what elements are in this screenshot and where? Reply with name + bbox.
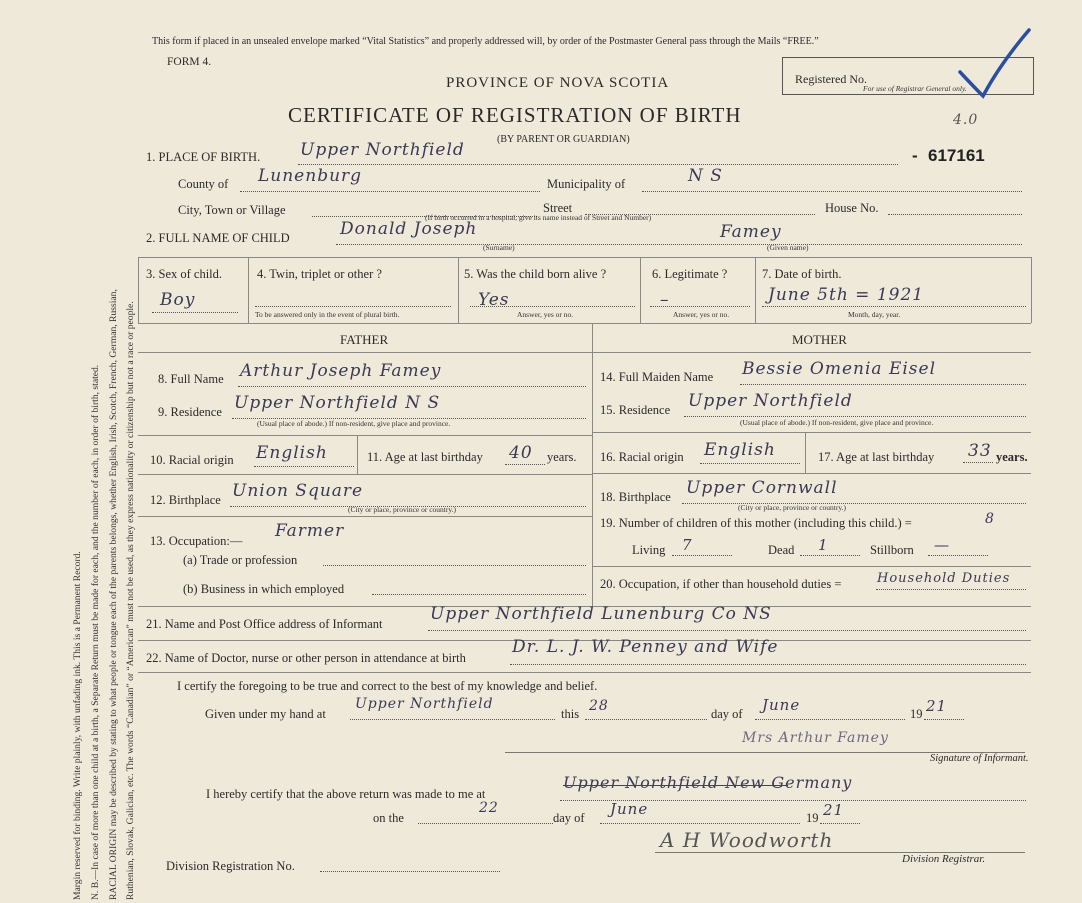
father-years: years.: [547, 450, 577, 464]
certificate-number-prefix: -: [912, 146, 918, 165]
mother-birthplace-note: (City or place, province or country.): [738, 503, 847, 512]
alive-value: Yes: [478, 290, 510, 310]
given-day-of-label: day of: [711, 707, 743, 721]
municipality-value: N S: [688, 166, 723, 186]
alive-note: Answer, yes or no.: [517, 310, 574, 319]
form-number: FORM 4.: [167, 56, 212, 68]
mother-name-label: 14. Full Maiden Name: [600, 370, 714, 384]
given-name-label: (Given name): [767, 243, 809, 252]
alive-label: 5. Was the child born alive ?: [464, 267, 607, 281]
place-of-birth-label: 1. PLACE OF BIRTH.: [146, 150, 261, 164]
parents-divider: [592, 324, 593, 606]
sex-value: Boy: [160, 290, 196, 310]
father-age: 40: [509, 443, 533, 463]
legitimate-note: Answer, yes or no.: [673, 310, 730, 319]
county-label: County of: [178, 177, 229, 191]
registrar-day: 22: [479, 800, 499, 816]
certificate-number: 617161: [928, 146, 985, 165]
this-label: this: [561, 707, 580, 721]
twin-label: 4. Twin, triplet or other ?: [257, 267, 382, 281]
stillborn-count: —: [934, 536, 950, 554]
registrar-place: Upper Northfield New Germany: [563, 773, 853, 792]
place-of-birth-value: Upper Northfield: [300, 140, 465, 160]
father-residence-note: (Usual place of abode.) If non-resident, give place and province.: [257, 419, 451, 428]
child-name-line: [336, 244, 1022, 245]
registrar-certify-text: I hereby certify that the above return was made to me at: [206, 787, 486, 801]
side-note-3: RACIAL ORIGIN may be described by stating to what people or tongue each of the parents belongs, whether English, Irish, Scotch, French, German, Russian,: [108, 289, 119, 900]
registrar-signature-label: Division Registrar.: [902, 853, 986, 865]
mother-residence-note: (Usual place of abode.) If non-resident, give place and province.: [740, 418, 934, 427]
side-notes: [2, 40, 142, 900]
mother-occupation: Household Duties: [877, 571, 1011, 586]
municipality-line: [642, 191, 1022, 192]
father-heading: FATHER: [340, 332, 389, 347]
mother-name: Bessie Omenia Eisel: [742, 359, 937, 379]
street-label: Street: [543, 201, 573, 215]
father-race: English: [256, 443, 328, 463]
child-name-label: 2. FULL NAME OF CHILD: [146, 231, 290, 245]
mother-years: years.: [996, 450, 1028, 464]
mother-age: 33: [968, 441, 992, 461]
on-the-label: on the: [373, 811, 404, 825]
side-note-4: Ruthenian, Slovak, Galician, etc. The words “Canadian” or “American” must not be used, as they express nationality or citizenship but not a race or people.: [125, 301, 136, 900]
father-residence-label: 9. Residence: [158, 405, 222, 419]
mother-residence: Upper Northfield: [688, 391, 853, 411]
given-under-label: Given under my hand at: [205, 707, 326, 721]
dead-label: Dead: [768, 543, 795, 557]
business-label: (b) Business in which employed: [183, 582, 345, 596]
informant-value: Upper Northfield Lunenburg Co NS: [430, 604, 772, 624]
boxes-top-rule: [138, 257, 1031, 258]
legitimate-value: –: [660, 290, 670, 310]
certificate-subtitle: (BY PARENT OR GUARDIAN): [497, 134, 630, 145]
stamp-mark: 4.0: [953, 112, 979, 128]
father-birthplace-note: (City or place, province or country.): [348, 505, 457, 514]
registrar-place-strikeout: [563, 785, 788, 786]
dead-count: 1: [818, 536, 829, 554]
children-count-label: 19. Number of children of this mother (including this child.) =: [600, 516, 912, 530]
registrar-year-prefix: 19: [806, 811, 819, 825]
checkmark-icon: [955, 24, 1035, 104]
county-value: Lunenburg: [258, 166, 363, 186]
father-residence: Upper Northfield N S: [234, 393, 441, 413]
place-line: [298, 164, 898, 165]
house-line: [888, 214, 1022, 215]
registrar-signature: A H Woodworth: [660, 828, 834, 852]
trade-label: (a) Trade or profession: [183, 553, 298, 567]
informant-signature: Mrs Arthur Famey: [742, 730, 889, 746]
mother-race: English: [704, 440, 776, 460]
sex-label: 3. Sex of child.: [146, 267, 223, 281]
mother-birthplace: Upper Cornwall: [686, 478, 838, 498]
father-age-label: 11. Age at last birthday: [367, 450, 483, 464]
birth-date-value: June 5th = 1921: [768, 285, 925, 305]
living-label: Living: [632, 543, 666, 557]
given-day: 28: [589, 698, 609, 714]
mail-notice: This form if placed in an unsealed envelope marked “Vital Statistics” and properly addressed will, by order of the Postmaster General pass through the Mails “FREE.”: [152, 36, 819, 47]
boxes-bottom-rule: [138, 323, 1031, 324]
certificate-title: CERTIFICATE OF REGISTRATION OF BIRTH: [288, 103, 742, 127]
mother-birthplace-label: 18. Birthplace: [600, 490, 671, 504]
stillborn-label: Stillborn: [870, 543, 914, 557]
certify-text: I certify the foregoing to be true and correct to the best of my knowledge and belief.: [177, 679, 598, 693]
given-year-prefix: 19: [910, 707, 923, 721]
father-name-label: 8. Full Name: [158, 372, 224, 386]
side-note-2: N. B.—In case of more than one child at a birth, a Separate Return must be made for each, and the number of each, in order of birth, stated.: [90, 364, 101, 900]
doctor-value: Dr. L. J. W. Penney and Wife: [512, 637, 779, 657]
child-surname: Famey: [720, 222, 782, 242]
father-name: Arthur Joseph Famey: [240, 361, 442, 381]
registrar-month: June: [610, 800, 649, 818]
registrar-year: 21: [823, 801, 845, 819]
given-year: 21: [926, 697, 948, 715]
birth-date-label: 7. Date of birth.: [762, 267, 842, 281]
city-label: City, Town or Village: [178, 203, 286, 217]
father-occupation: Farmer: [275, 521, 345, 541]
municipality-label: Municipality of: [547, 177, 626, 191]
registrar-day-of-label: day of: [553, 811, 585, 825]
living-count: 7: [682, 536, 693, 554]
father-occupation-label: 13. Occupation:—: [150, 534, 243, 548]
father-birthplace: Union Square: [232, 481, 364, 501]
birth-date-note: Month, day, year.: [848, 310, 901, 319]
province-title: PROVINCE OF NOVA SCOTIA: [446, 75, 670, 91]
county-line: [240, 191, 540, 192]
mother-occupation-label: 20. Occupation, if other than household duties =: [600, 577, 842, 591]
hospital-note: (If birth occurred in a hospital, give its name instead of Street and Number): [425, 213, 652, 222]
mother-heading: MOTHER: [792, 332, 847, 347]
twin-note: To be answered only in the event of plural birth.: [255, 310, 400, 319]
child-given-name: Donald Joseph: [340, 219, 478, 239]
father-race-label: 10. Racial origin: [150, 453, 234, 467]
doctor-label: 22. Name of Doctor, nurse or other person in attendance at birth: [146, 651, 466, 665]
house-label: House No.: [825, 201, 879, 215]
informant-signature-label: Signature of Informant.: [930, 753, 1029, 764]
registered-label: Registered No.: [795, 72, 867, 86]
mother-race-label: 16. Racial origin: [600, 450, 684, 464]
father-birthplace-label: 12. Birthplace: [150, 493, 221, 507]
children-count: 8: [985, 511, 995, 527]
given-month: June: [762, 696, 801, 714]
mother-age-label: 17. Age at last birthday: [818, 450, 935, 464]
side-note-1: Margin reserved for binding. Write plainly, with unfading ink. This is a Permanent Record.: [72, 551, 83, 900]
surname-label: (Surname): [483, 243, 515, 252]
informant-label: 21. Name and Post Office address of Informant: [146, 617, 383, 631]
division-registration-label: Division Registration No.: [166, 859, 295, 873]
given-place: Upper Northfield: [355, 696, 494, 712]
legitimate-label: 6. Legitimate ?: [652, 267, 728, 281]
mother-residence-label: 15. Residence: [600, 403, 671, 417]
registrar-use-note: For use of Registrar General only.: [863, 84, 967, 93]
